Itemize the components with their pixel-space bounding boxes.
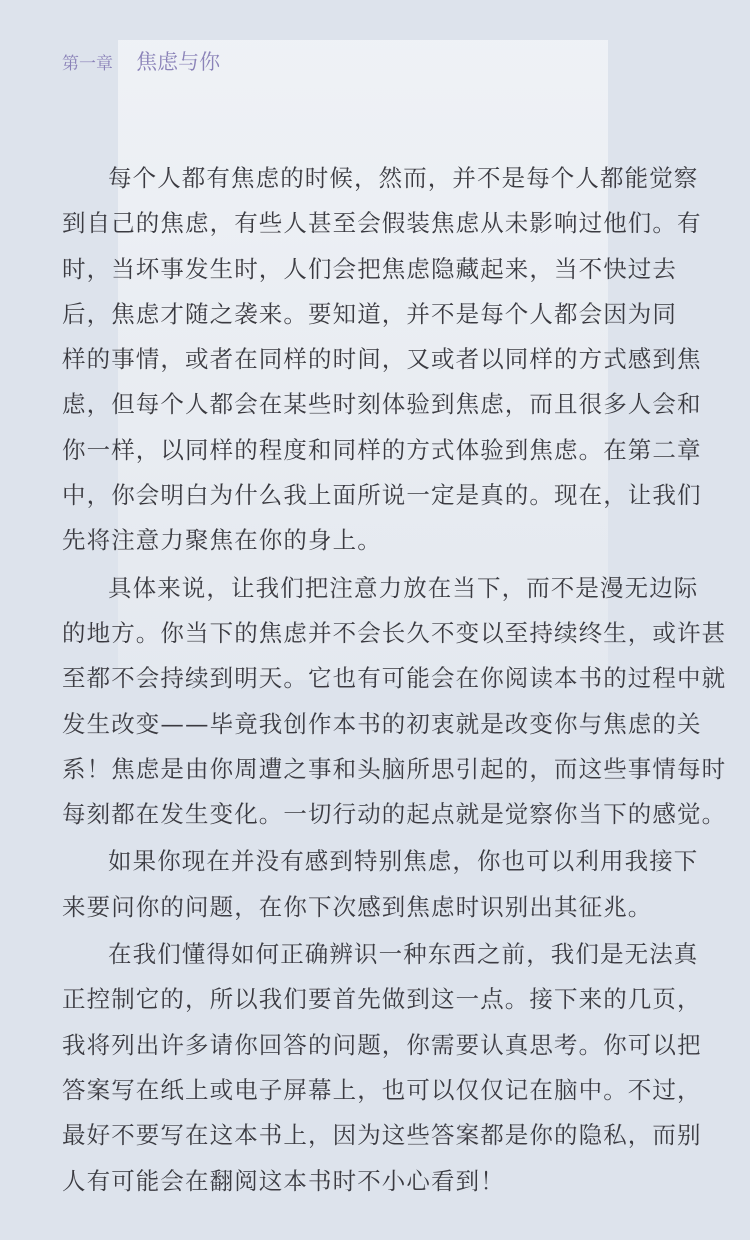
text-line: 最好不要写在这本书上，因为这些答案都是你的隐私，而别: [62, 1121, 702, 1150]
chapter-number: 第一章: [62, 54, 113, 74]
text-line: 虑，但每个人都会在某些时刻体验到焦虑，而且很多人会和: [62, 390, 702, 419]
text-line: 系！焦虑是由你周遭之事和头脑所思引起的，而这些事情每时: [62, 754, 727, 783]
text-line: 发生改变——毕竟我创作本书的初衷就是改变你与焦虑的关: [62, 709, 702, 738]
text-line: 我将列出许多请你回答的问题，你需要认真思考。你可以把: [62, 1030, 702, 1059]
text-line: 正控制它的，所以我们要首先做到这一点。接下来的几页，: [62, 985, 702, 1014]
text-line: 至都不会持续到明天。它也有可能会在你阅读本书的过程中就: [62, 664, 727, 693]
text-line: 人有可能会在翻阅这本书时不小心看到！: [62, 1166, 505, 1195]
text-line: 中，你会明白为什么我上面所说一定是真的。现在，让我们: [62, 481, 702, 510]
paragraph: [62, 566, 727, 838]
paragraph: [62, 839, 702, 930]
chapter-title: 焦虑与你: [136, 50, 221, 74]
text-line: 来要问你的问题，在你下次感到焦虑时识别出其征兆。: [62, 892, 653, 921]
running-header: [62, 46, 220, 76]
text-line: 时，当坏事发生时，人们会把焦虑隐藏起来，当不快过去: [62, 254, 677, 283]
text-line: 在我们懂得如何正确辨识一种东西之前，我们是无法真: [108, 940, 699, 969]
paragraph: [62, 932, 702, 1204]
text-line: 如果你现在并没有感到特别焦虑，你也可以利用我接下: [108, 847, 699, 876]
text-line: 到自己的焦虑，有些人甚至会假装焦虑从未影响过他们。有: [62, 209, 702, 238]
text-line: 后，焦虑才随之袭来。要知道，并不是每个人都会因为同: [62, 299, 677, 328]
text-line: 先将注意力聚焦在你的身上。: [62, 526, 382, 555]
text-line: 具体来说，让我们把注意力放在当下，而不是漫无边际: [108, 573, 699, 602]
text-line: 你一样，以同样的程度和同样的方式体验到焦虑。在第二章: [62, 435, 702, 464]
text-line: 每个人都有焦虑的时候，然而，并不是每个人都能觉察: [108, 164, 699, 192]
text-line: 样的事情，或者在同样的时间，又或者以同样的方式感到焦: [62, 345, 702, 374]
text-line: 每刻都在发生变化。一切行动的起点就是觉察你当下的感觉。: [62, 800, 727, 829]
paragraph: [62, 156, 702, 564]
body-text: [62, 156, 727, 1206]
text-line: 的地方。你当下的焦虑并不会长久不变以至持续终生，或许甚: [62, 618, 727, 647]
text-line: 答案写在纸上或电子屏幕上，也可以仅仅记在脑中。不过，: [62, 1075, 702, 1104]
